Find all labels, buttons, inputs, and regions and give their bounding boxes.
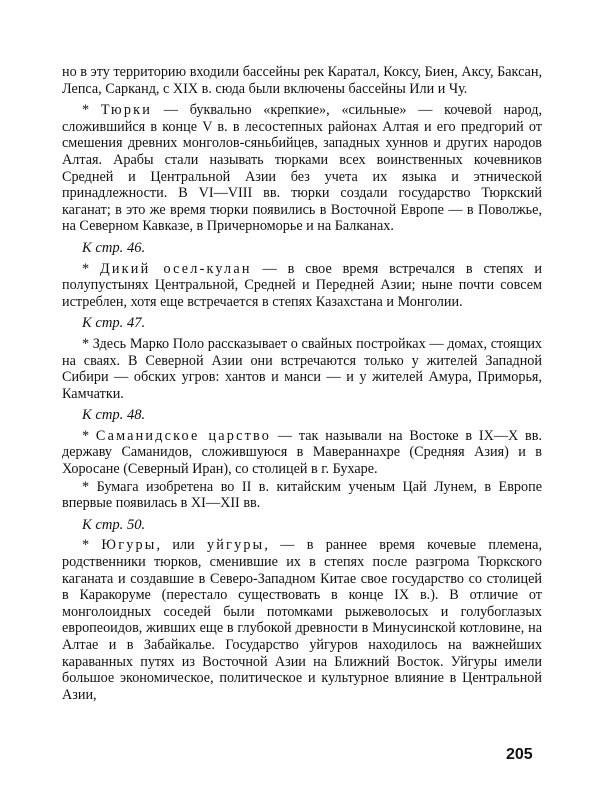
page-reference-47: К стр. 47. [82,315,146,332]
term-turks: Тюрки [100,102,152,119]
text-column [62,64,542,708]
term-uyghurs: уйгуры [206,537,265,554]
note-turks [62,102,542,235]
page-reference-48: К стр. 48. [82,407,146,424]
footnote-marker: * [82,478,90,495]
note-piles [62,336,542,402]
note-samanids-body: — так называли на Востоке в IX—X вв. державу Саманидов, сложившуюся в Мавераннахре (Средняя Азия) и в Хоросане (Северный Иран), со столицей в г. Бухаре. [62,427,542,478]
term-yugury: Югуры [101,537,157,554]
note-uyghurs: * Югуры, или уйгуры, — в раннее время кочевые племена, родственники тюрков, сменившие их в степях после разгрома Тюркского каганата и создавшие в Северо-Западном Китае свое государство со столицей в Каракоруме (перестало существовать в конце IX в.). В отличие от монголоидных соседей были потомками рыжеволосых и голубоглазых европеоидов, живших еще в глубокой древности в Минусинской котловине, на Алтае и в Забайкалье. Государство уйгуров находилось на важнейших караванных путях из Восточной Азии на Ближний Восток. Уйгуры имели большое экономическое, политическое и культурное влияние в Центральной Азии, [62,537,542,703]
paragraph-intro: но в эту территорию входили бассейны рек Каратал, Коксу, Биен, Аксу, Баксан, Лепса, Сарканд, с XIX в. сюда были включены бассейны Или и Чу. [62,64,542,97]
note-samanids [62,428,542,478]
term-samanids: Саманидское царство [95,427,272,444]
note-piles-body: Здесь Марко Поло рассказывает о свайных постройках — домах, стоящих на сваях. В Северной Азии они встречаются только у жителей Западной Сибири — обских угров: хантов и манси — и у жителей Амура, Приморья, Камчатки. [62,335,543,402]
note-uyghurs-body: , — в раннее время кочевые племена, родственники тюрков, сменившие их в степях после разгрома Тюркского каганата и создавшие в Северо-Западном Китае свое государство со столицей в Каракоруме (перестало существовать в конце IX в.). В отличие от монголоидных соседей были потомками рыжеволосых и голубоглазых европеоидов, живших еще в глубокой древности в Минусинской котловине, на Алтае и в Забайкалье. Государство уйгуров находилось на важнейших караванных путях из Восточной Азии на Ближний Восток. Уйгуры имели большое экономическое, политическое и культурное влияние в Центральной Азии, [62,537,542,703]
term-kulan: Дикий осел-кулан [100,260,252,277]
footnote-marker: * [82,102,90,119]
note-turks-body: — буквально «крепкие», «сильные» — кочевой народ, сложившийся в конце V в. в лесостепных районах Алтая и его предгорий от смешения древних монголов-сяньбийцев, западных хуннов и других народов Алтая. Арабы стали называть тюрками всех воинственных кочевников Средней и Центральной Азии без учета их языка и этнической принадлежности. В VI—VIII вв. тюрки создали государство Тюркский каганат; в это же время тюрки появились в Восточной Европе — в Поволжье, на Северном Кавказе, в Причерноморье и на Балканах. [62,102,542,235]
footnote-marker: * [82,260,90,277]
note-paper-body: Бумага изобретена во II в. китайским ученым Цай Лунем, в Европе впервые появилась в XI—XII вв. [62,478,543,512]
note-kulan-body: — в свое время встречался в степях и полупустынях Центральной, Средней и Передней Азии; ныне почти совсем истреблен, хотя еще встречается в степях Казахстана и Монголии. [62,260,543,310]
page-number: 205 [506,746,533,763]
footnote-marker: * [82,537,90,554]
note-paper [62,479,542,512]
page-reference-46: К стр. 46. [82,239,146,256]
footnote-marker: * [82,427,90,444]
page-reference-50: К стр. 50. [82,516,146,533]
footnote-marker: * [82,335,90,352]
note-kulan [62,261,542,311]
